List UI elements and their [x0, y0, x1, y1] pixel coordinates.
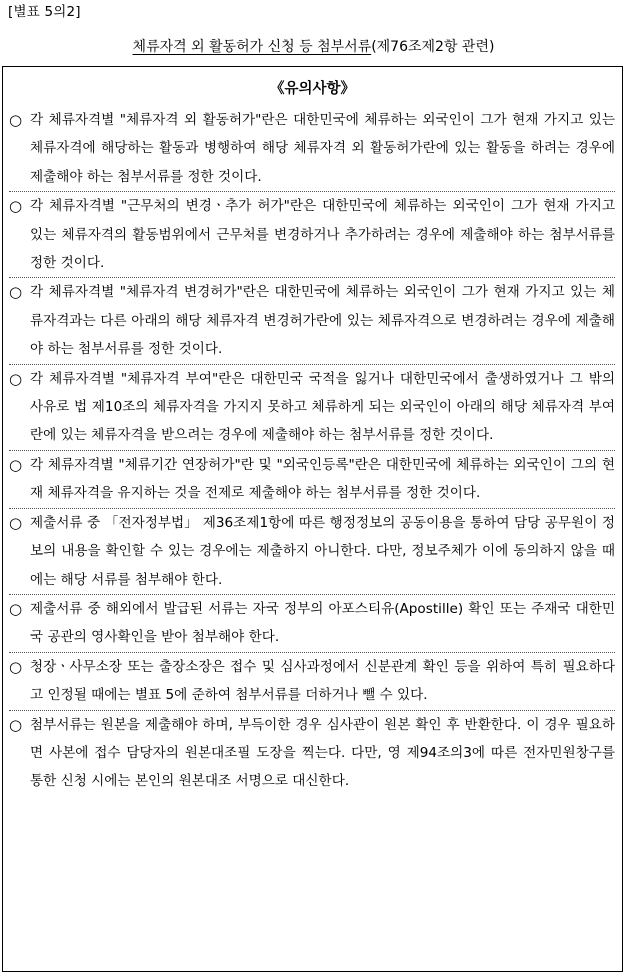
circle-bullet-icon: ○: [9, 197, 23, 216]
document-title-main: 체류자격 외 활동허가 신청 등 첨부서류: [132, 39, 372, 55]
notice-item-text: 청장ㆍ사무소장 또는 출장소장은 접수 및 심사과정에서 신분관계 확인 등을 위하여 특히 필요하다고 인정될 때에는 별표 5에 준하여 첨부서류를 더하거나 뺄 수 있다.: [30, 658, 615, 704]
notice-item: [9, 192, 615, 278]
notice-item: [9, 278, 615, 364]
notice-item-text: 각 체류자격별 "체류자격 외 활동허가"란은 대한민국에 체류하는 외국인이 그가 현재 가지고 있는 체류자격에 해당하는 활동과 병행하여 해당 체류자격 외 활동허가란에 있는 활동을 하려는 경우에 제출해야 하는 첨부서류를 정한 것이다.: [30, 112, 615, 185]
circle-bullet-icon: ○: [9, 283, 23, 302]
notice-item-text: 각 체류자격별 "체류자격 변경허가"란은 대한민국에 체류하는 외국인이 그가 현재 가지고 있는 체류자격과는 다른 아래의 해당 체류자격 변경허가란에 있는 체류자격으로 변경하려는 경우에 제출해야 하는 첨부서류를 정한 것이다.: [30, 284, 615, 358]
document-title: [0, 36, 627, 56]
notice-item-text: 첨부서류는 원본을 제출해야 하며, 부득이한 경우 심사관이 원본 확인 후 반환한다. 이 경우 필요하면 사본에 접수 담당자의 원본대조필 도장을 찍는다. 다만, 영 제94조의3에 따른 전자민원창구를 통한 신청 시에는 본인의 원본대조 서명으로 대신한다.: [30, 716, 615, 790]
circle-bullet-icon: ○: [9, 599, 23, 618]
notice-item: [9, 653, 615, 711]
circle-bullet-icon: ○: [9, 111, 23, 129]
circle-bullet-icon: ○: [9, 715, 23, 734]
notice-item: [9, 106, 615, 192]
notice-box: [2, 66, 623, 972]
notice-item: [9, 365, 615, 451]
notice-item: [9, 451, 615, 509]
circle-bullet-icon: ○: [9, 369, 23, 388]
notice-item: [9, 509, 615, 595]
notice-item-text: 제출서류 중 해외에서 발급된 서류는 자국 정부의 아포스티유(Apostille) 확인 또는 주재국 대한민국 공관의 영사확인을 받아 첨부해야 한다.: [30, 600, 615, 646]
notice-item-text: 제출서류 중 「전자정부법」 제36조제1항에 따른 행정정보의 공동이용을 통하여 담당 공무원이 정보의 내용을 확인할 수 있는 경우에는 제출하지 아니한다. 다만, 정보주체가 이에 동의하지 않을 때에는 해당 서류를 첨부해야 한다.: [30, 514, 615, 588]
table-reference: [별표 5의2]: [8, 4, 81, 20]
circle-bullet-icon: ○: [9, 455, 23, 474]
notice-item-text: 각 체류자격별 "근무처의 변경ㆍ추가 허가"란은 대한민국에 체류하는 외국인이 그가 현재 가지고 있는 체류자격의 활동범위에서 근무처를 변경하거나 추가하려는 경우에 제출해야 하는 첨부서류를 정한 것이다.: [30, 198, 615, 272]
circle-bullet-icon: ○: [9, 657, 23, 676]
notice-item-text: 각 체류자격별 "체류기간 연장허가"란 및 "외국인등록"란은 대한민국에 체류하는 외국인이 그의 현재 체류자격을 유지하는 것을 전제로 제출해야 하는 첨부서류를 정한 것이다.: [30, 456, 615, 502]
circle-bullet-icon: ○: [9, 513, 23, 532]
notice-item-text: 각 체류자격별 "체류자격 부여"란은 대한민국 국적을 잃거나 대한민국에서 출생하였거나 그 밖의 사유로 법 제10조의 체류자격을 가지지 못하고 체류하게 되는 외국인이 아래의 해당 체류자격 부여란에 있는 체류자격을 받으려는 경우에 제출해야 하는 첨부서류를 정한 것이다.: [30, 370, 615, 444]
notice-item: [9, 711, 615, 796]
document-title-suffix: (제76조제2항 관련): [371, 39, 495, 55]
notice-list: [9, 106, 615, 796]
notice-heading: 《유의사항》: [269, 81, 356, 97]
notice-item: [9, 595, 615, 653]
